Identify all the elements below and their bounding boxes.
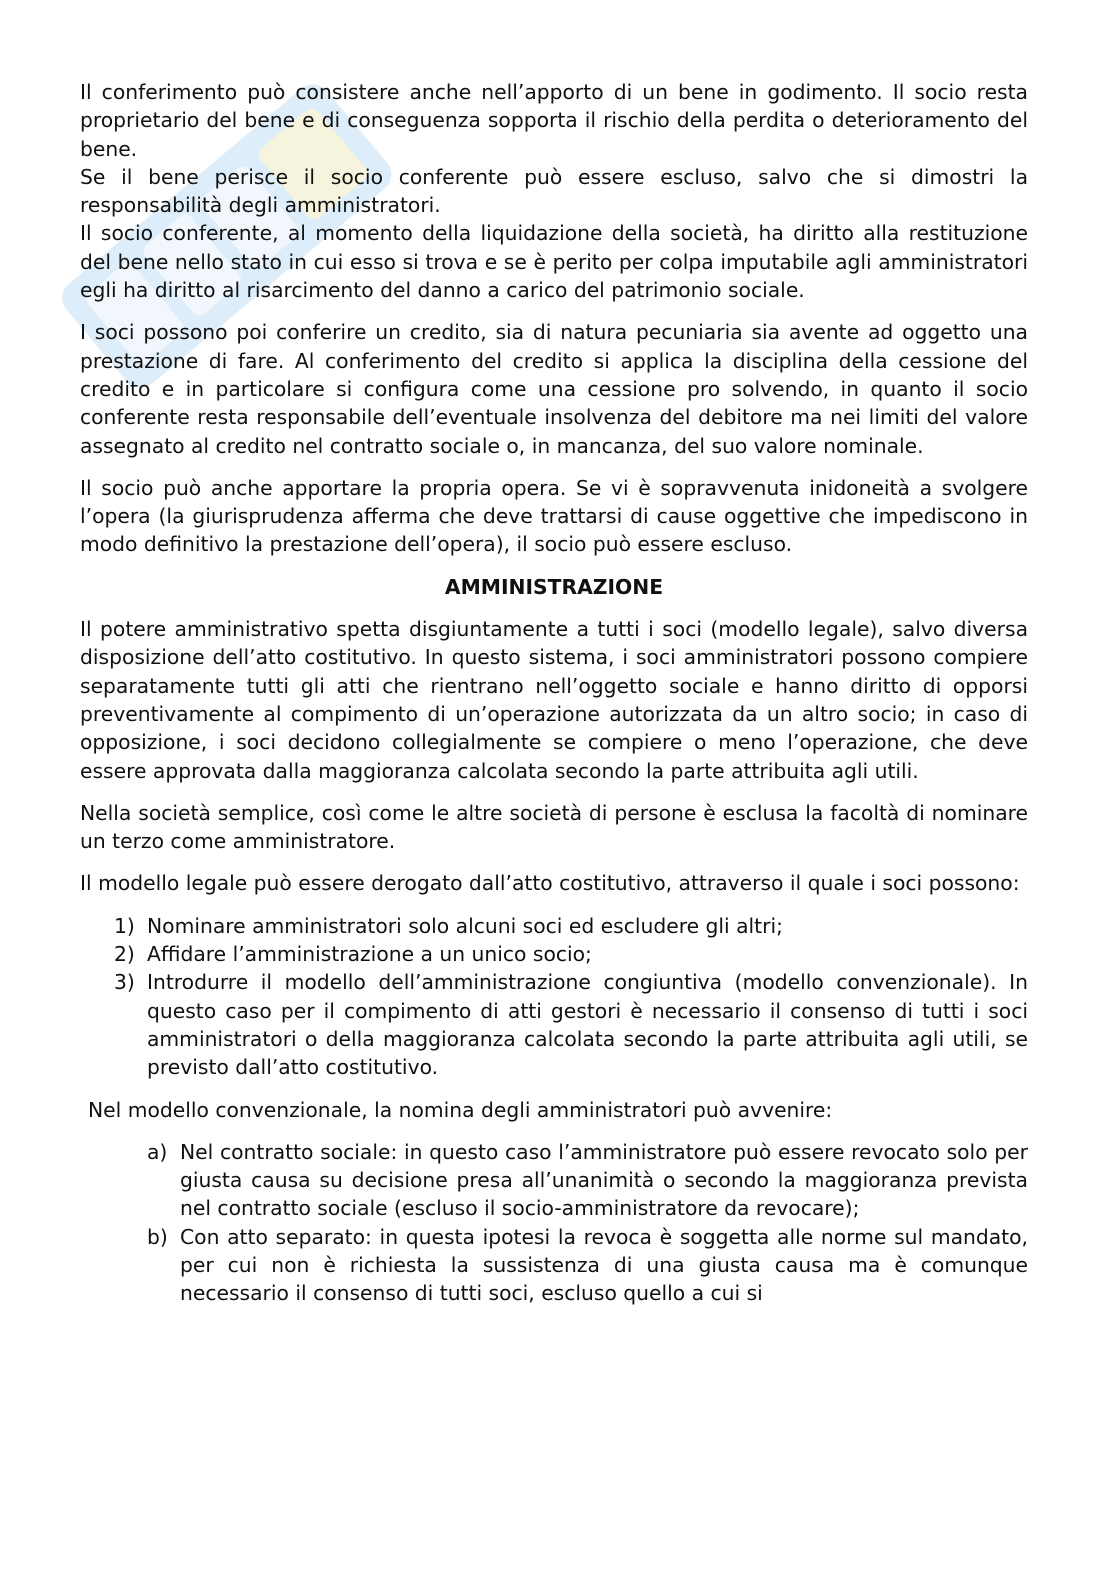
document-page [80, 78, 1028, 1322]
list-marker: a) [147, 1139, 168, 1164]
list-item [80, 1223, 1028, 1308]
section-heading: AMMINISTRAZIONE [444, 574, 664, 599]
list-item-text: Con atto separato: in questa ipotesi la revoca è soggetta alle norme sul mandato, per cui non è richiesta la sussistenza di una giusta causa ma è comunque necessario il consenso di tutti soci, escluso quello a cui si [180, 1224, 1028, 1306]
paragraph: Il modello legale può essere derogato dall’atto costitutivo, attraverso il quale i soci possono: [80, 871, 1020, 896]
paragraph: Il conferimento può consistere anche nell’apporto di un bene in godimento. Il socio resta proprietario del bene e di conseguenza sopporta il rischio della perdita o deterioramento del bene. [80, 80, 1028, 161]
paragraph: Il socio può anche apportare la propria opera. Se vi è sopravvenuta inidoneità a svolgere l’opera (la giurisprudenza afferma che deve trattarsi di cause oggettive che impediscono in modo definitivo la prestazione dell’opera), il socio può essere escluso. [80, 475, 1028, 557]
paragraph: Nella società semplice, così come le altre società di persone è esclusa la facoltà di nominare un terzo come amministratore. [80, 800, 1028, 854]
list-item [80, 940, 1028, 968]
paragraph: I soci possono poi conferire un credito, sia di natura pecuniaria sia avente ad oggetto una prestazione di fare. Al conferimento del credito si applica la disciplina della cessione del credito e in particolare si configura come una cessione pro solvendo, in quanto il socio conferente resta responsabile dell’eventuale insolvenza del debitore ma nei limiti del valore assegnato al credito nel contratto sociale o, in mancanza, del suo valore nominale. [80, 320, 1028, 458]
list-marker: b) [147, 1224, 168, 1249]
list-item [80, 968, 1028, 1081]
list-item-text: Nel contratto sociale: in questo caso l’amministratore può essere revocato solo per giusta causa su decisione presa all’unanimità o secondo la maggioranza prevista nel contratto sociale (escluso il socio-amministratore da revocare); [180, 1139, 1028, 1221]
list-marker: 2) [114, 942, 135, 967]
paragraph: Il potere amministrativo spetta disgiuntamente a tutti i soci (modello legale), salvo diversa disposizione dell’atto costitutivo. In questo sistema, i soci amministratori possono compiere separatamente tutti gli atti che rientrano nell’oggetto sociale e hanno diritto di opporsi preventivamente al compimento di un’operazione autorizzata da un altro socio; in caso di opposizione, i soci decidono collegialmente se compiere o meno l’operazione, che deve essere approvata dalla maggioranza calcolata secondo la parte attribuita agli utili. [80, 617, 1028, 783]
list-marker: 1) [114, 913, 135, 938]
paragraph: Il socio conferente, al momento della liquidazione della società, ha diritto alla restituzione del bene nello stato in cui esso si trova e se è perito per colpa imputabile agli amministratori egli ha diritto al risarcimento del danno a carico del patrimonio sociale. [80, 221, 1028, 303]
list-item-text: Affidare l’amministrazione a un unico socio; [147, 942, 592, 967]
list-item-text: Nominare amministratori solo alcuni soci ed escludere gli altri; [147, 913, 783, 938]
list-item-text: Introdurre il modello dell’amministrazione congiuntiva (modello convenzionale). In questo caso per il compimento di atti gestori è necessario il consenso di tutti i soci amministratori o della maggioranza calcolata secondo la parte attribuita agli utili, se previsto dall’atto costitutivo. [147, 970, 1028, 1080]
list-item [80, 912, 1028, 940]
paragraph: Nel modello convenzionale, la nomina degli amministratori può avvenire: [88, 1097, 833, 1122]
lettered-list [80, 1138, 1028, 1308]
numbered-list [80, 912, 1028, 1082]
list-marker: 3) [114, 970, 135, 995]
list-item [80, 1138, 1028, 1223]
paragraph: Se il bene perisce il socio conferente può essere escluso, salvo che si dimostri la responsabilità degli amministratori. [80, 164, 1028, 218]
